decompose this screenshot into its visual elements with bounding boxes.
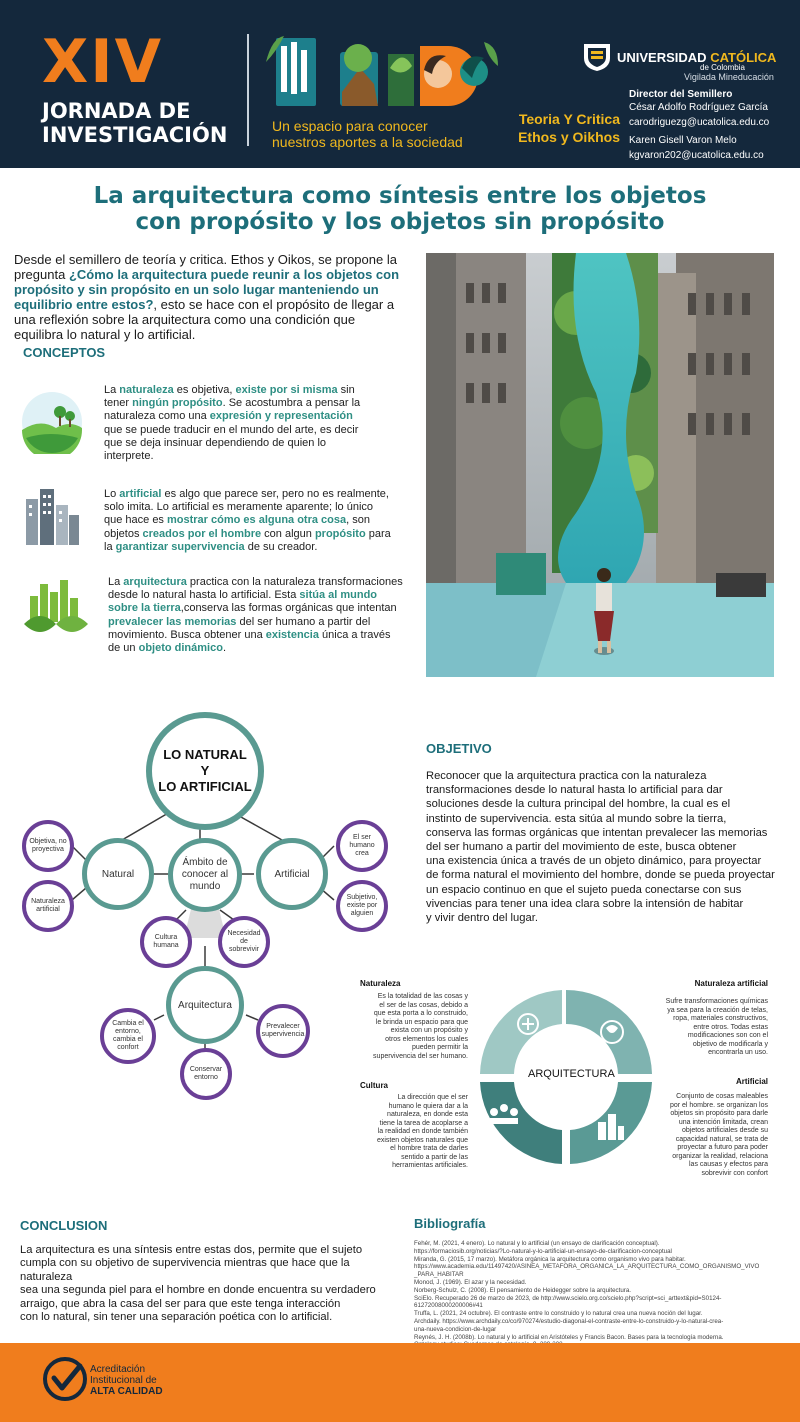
prevalecer-node: Prevalecer supervivencia <box>256 1004 310 1058</box>
cycle-cultura-text: La dirección que el ser humano le quiera dar a la naturaleza, en donde esta tiene la tarea de acoplarse a la realidad en donde también existen objetos naturales que el hombre trata de darles sentido a partir de las herramientas artificiales. <box>376 1094 468 1169</box>
buildings-icon <box>22 485 82 547</box>
landscape-icon <box>20 390 84 454</box>
naturaleza-artificial-node: Naturaleza artificial <box>22 880 74 932</box>
cycle-naturaleza-text: Es la totalidad de las cosas y el ser de las cosas, debido a que esta porta a lo construido, le brinda un espacio para que exista con un propósito y otros elementos los cuales pueden permitir la supervivencia del ser humano. <box>373 993 468 1060</box>
arquitectura-node: Arquitectura <box>166 966 244 1044</box>
director-email: carodriguezg@ucatolica.edu.co <box>629 117 770 128</box>
cambia-entorno-node: Cambia el entorno, cambia el confort <box>100 1008 156 1064</box>
university-shield-icon <box>582 42 612 72</box>
director-label: Director del Semillero <box>629 89 733 100</box>
intro-paragraph: Desde el semillero de teoría y critica. Ethos y Oikos, se propone la pregunta ¿Cómo la arquitectura puede reunir a los objetos con propósito y sin propósito en un solo lugar manteniendo un equilibrio entre estos?, esto se hace con el propósito de llegar a una reflexión sobre la arquitectura como una condición que equilibra lo natural y lo artificial. <box>14 252 400 342</box>
event-title-line-1: JORNADA DE <box>42 99 191 123</box>
seminar-line-1: Teoria Y Critica <box>518 111 620 127</box>
conclusion-heading: CONCLUSION <box>20 1218 108 1233</box>
seminar-line-2: Ethos y Oikhos <box>518 129 620 145</box>
conservar-entorno-node: Conservar entorno <box>180 1048 232 1100</box>
green-city-icon <box>20 578 92 644</box>
artificial-concept-text: Lo artificial es algo que parece ser, pero no es realmente, solo imita. Lo artificial es meramente aparente; lo único que hace es mostrar cómo es alguna otra cosa, son objetos creados por el hombre con algun propósito para la garantizar supervivencia de su creador. <box>104 488 391 553</box>
objetiva-node: Objetiva, no proyectiva <box>22 820 74 872</box>
poster-title-line-1: La arquitectura como síntesis entre los objetos <box>93 183 707 209</box>
event-number: XIV <box>42 27 164 97</box>
accreditation-line-1: Acreditación <box>90 1364 146 1375</box>
university-subtitle: de Colombia <box>700 63 745 72</box>
director-name: César Adolfo Rodríguez García <box>629 102 768 113</box>
cultura-humana-node: Cultura humana <box>140 916 192 968</box>
artificial-node: Artificial <box>256 838 328 910</box>
conceptos-heading: CONCEPTOS <box>23 345 106 360</box>
arquitectura-concept-text: La arquitectura practica con la naturaleza transformaciones desde lo natural hasta lo artificial. Esta sitúa al mundo sobre la tierra,conserva las formas orgánicas que intentan prevalecer las memorias del ser humano a partir del movimiento. Busca obtener una existencia única a través de un objeto dinámico. <box>108 576 403 655</box>
poster-title-line-2: con propósito y los objetos sin propósito <box>135 209 665 235</box>
bibliografia-list: Fehér, M. (2021, 4 enero). Lo natural y lo artificial (un ensayo de clarificación conceptual). https://formaciosib.org/noticias/?Lo-natural-y-lo-artificial-un-ensayo-de-clarificacion-conceptual Miranda, G. (2015, 17 marzo). Metáfora orgánica la arquitectura como organismo vivo para habitar. https://www.academia.edu/11497420/ASINEA_METAFORA_ORGANICA_LA_ARQUITECTURA_COMO_ORGANISMO_VIVO _PARA_HABITAR Monod, J. (1969). El azar y la necesidad. Norberg-Schulz, C. (2008). El pensamiento de Heidegger sobre la arquitectura. SciElo. Recuperado 26 de marzo de 2023, de http://www.scielo.org.co/scielo.php?script=sci_arttext&pid=S0124- 61272008000200006#41 Truffa, L. (2021, 24 octubre). El contraste entre lo construido y lo natural crea una nueva noción del lugar. Archdaily. https://www.archdaily.co/co/970274/estudio-diagonal-el-contraste-entre-lo-construido-y-lo-natural-crea- una-nueva-condicion-de-lugar Reynés, J. H. (2008b). Lo natural y lo artificial en Aristóteles y Francis Bacon. Bases para la tecnología moderna. <box>414 1240 760 1341</box>
cycle-artificial-text: Conjunto de cosas maleables por el hombre. se organizan los objetos sin propósito para darle una intención limitada, crean objetos artificiales desde su capacidad natural, se trata de proyectar a futuro para poder organizar la realidad, relaciona las causas y efectos para sobrevivir con confort <box>669 1093 768 1177</box>
main-concept-node: LO NATURAL Y LO ARTIFICIAL <box>146 712 264 830</box>
cycle-artificial-title: Artificial <box>735 1077 768 1086</box>
slogan-line-2: nuestros aportes a la sociedad <box>272 134 463 150</box>
cycle-naturaleza-title: Naturaleza <box>360 979 401 988</box>
cycle-center-label: ARQUITECTURA <box>528 1068 615 1080</box>
city-river-collage-image <box>426 253 774 677</box>
event-logo-illustration <box>262 28 502 112</box>
student-name: Karen Gisell Varon Melo <box>629 135 737 146</box>
naturaleza-concept-text: La naturaleza es objetiva, existe por si misma sin tener ningún propósito. Se acostumbra a pensar la naturaleza como una expresión y representación que se puede traducir en el mundo del arte, es decir que se deja insinuar dependiendo de quien lo interprete. <box>104 384 361 463</box>
bibliografia-heading: Bibliografía <box>414 1216 486 1231</box>
objetivo-paragraph: Reconocer que la arquitectura practica con la naturaleza transformaciones desde lo natural hasta lo artificial para dar soluciones desde la cultura principal del hombre, la cual es el instinto de supervivencia. esta sitúa al mundo sobre la tierra, conserva las formas orgánicas que intentan prevalecer las memorias del ser humano a partir del movimiento de este, busca obtener una existencia única a través de un objeto dinámico, para proyectar de forma natural el movimiento del hombre, donde se pueda proyectar un espacio continuo en que el sujeto pueda conectarse con sus vivencias para tener una idea clara sobre la intensión de habitar y vivir dentro del lugar. <box>426 770 775 925</box>
cycle-natart-title: Naturaleza artificial <box>694 979 768 988</box>
center-node: Ámbito de conocer al mundo <box>168 838 242 912</box>
ser-humano-node: El ser humano crea <box>336 820 388 872</box>
cycle-cultura-title: Cultura <box>360 1081 388 1090</box>
slogan-line-1: Un espacio para conocer <box>272 118 428 134</box>
university-name: UNIVERSIDAD CATÓLICA <box>617 50 777 65</box>
objetivo-heading: OBJETIVO <box>426 741 492 756</box>
cycle-natart-text: Sufre transformaciones químicas ya sea para la creación de telas, ropa, materiales constructivos, entre otros. Todas estas modificaciones son con el objetivo de modificarla y encontrarla un uso. <box>665 998 768 1056</box>
conclusion-paragraph: La arquitectura es una síntesis entre estas dos, permite que el sujeto cumpla con su objetivo de supervivencia mientras que hace que la naturaleza sea una segunda piel para el hombre en donde encuentra su verdadero arraigo, que abra la casa del ser para que este tenga interacción con lo natural, sin tener una separación poética con lo artificial. <box>20 1244 376 1324</box>
accreditation-line-3: ALTA CALIDAD <box>90 1386 163 1397</box>
accreditation-line-2: Institucional de <box>90 1375 157 1386</box>
accreditation-check-icon <box>42 1356 88 1402</box>
event-title-line-2: INVESTIGACIÓN <box>42 123 228 147</box>
vigilada-label: Vigilada Mineducación <box>684 72 774 82</box>
student-email: kgvaron202@ucatolica.edu.co <box>629 150 764 161</box>
subjetivo-node: Subjetivo, existe por alguien <box>336 880 388 932</box>
header-divider <box>247 34 249 146</box>
necesidad-node: Necesidad de sobrevivir <box>218 916 270 968</box>
natural-node: Natural <box>82 838 154 910</box>
